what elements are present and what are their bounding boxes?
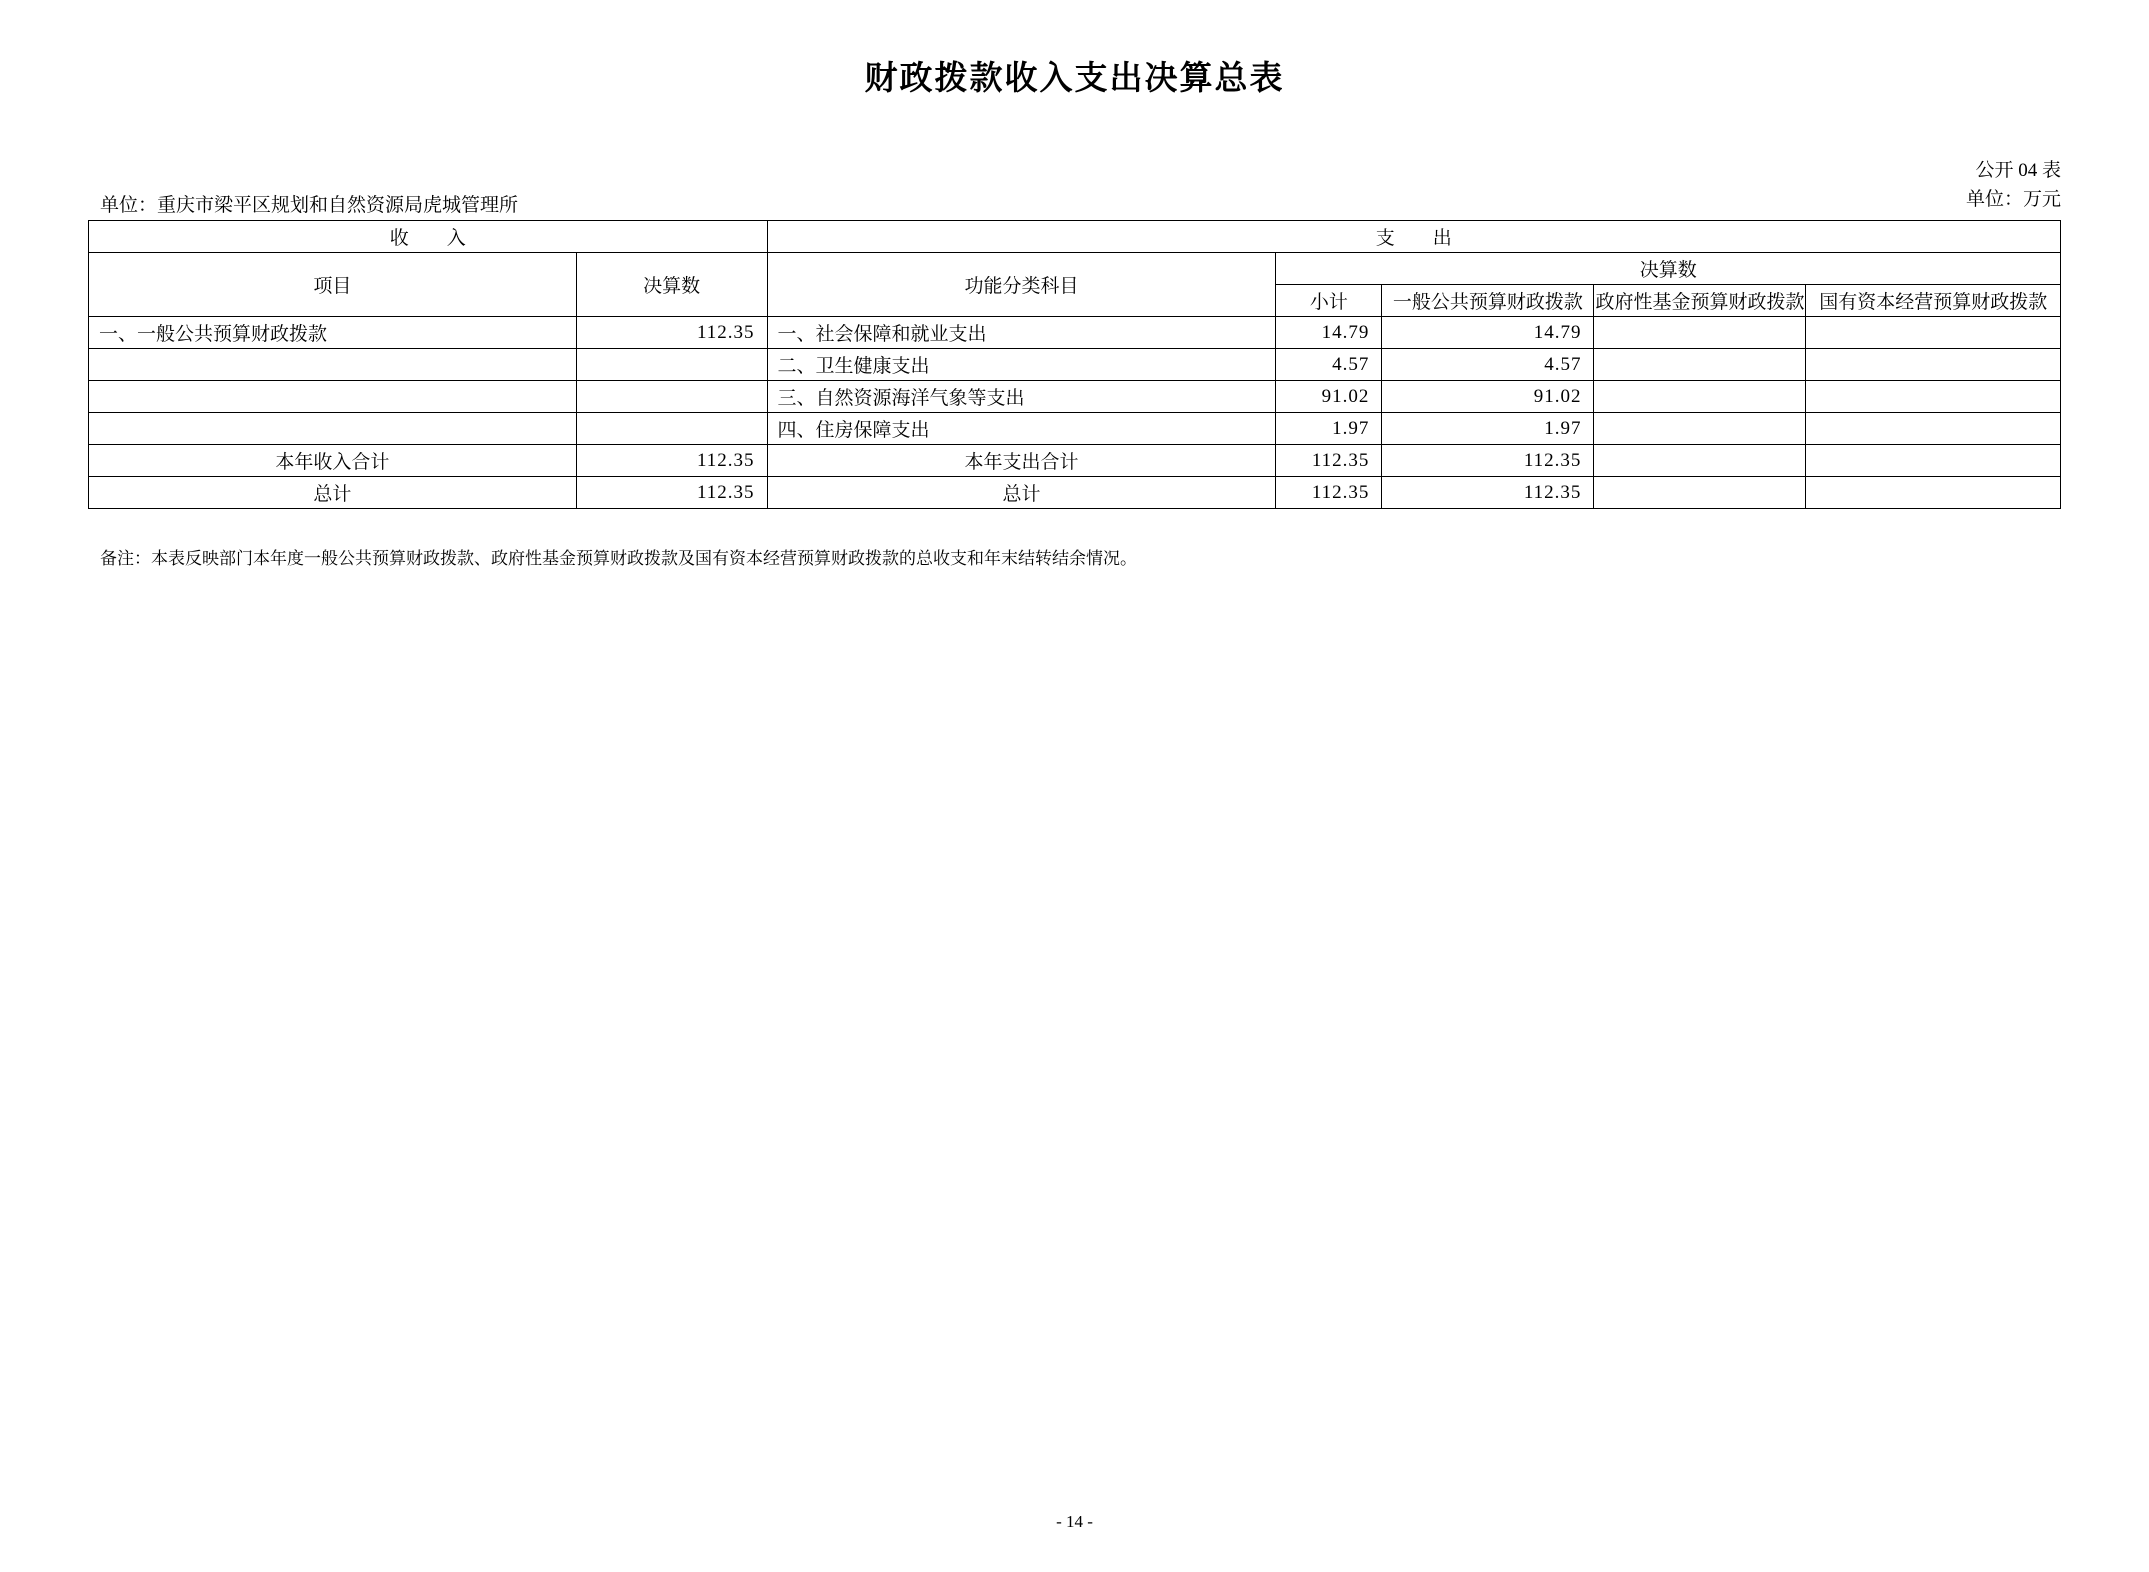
header-decision-total: 决算数: [1276, 253, 2061, 285]
cell-income-total-label: 本年收入合计: [89, 445, 577, 477]
table-group-header-row: [89, 221, 2061, 253]
cell-general-public: 91.02: [1382, 381, 1594, 413]
cell-expense-total-label: 本年支出合计: [767, 445, 1276, 477]
header-income-amount: 决算数: [576, 253, 767, 317]
cell-subtotal: 4.57: [1276, 349, 1382, 381]
table-summary-row: [89, 445, 2061, 477]
cell-income-amount: [576, 349, 767, 381]
cell-state-capital: [1806, 413, 2061, 445]
cell-gov-fund: [1594, 349, 1806, 381]
cell-expense-item: 四、住房保障支出: [767, 413, 1276, 445]
cell-general-public-grand: 112.35: [1382, 477, 1594, 509]
header-general-public: 一般公共预算财政拨款: [1382, 285, 1594, 317]
cell-subtotal: 14.79: [1276, 317, 1382, 349]
cell-gov-fund-grand: [1594, 477, 1806, 509]
group-header-income: 收 入: [89, 221, 768, 253]
cell-subtotal-total: 112.35: [1276, 445, 1382, 477]
cell-gov-fund: [1594, 413, 1806, 445]
cell-income-grand-amount: 112.35: [576, 477, 767, 509]
header-gov-fund: 政府性基金预算财政拨款: [1594, 285, 1806, 317]
cell-income-item: [89, 349, 577, 381]
cell-subtotal-grand: 112.35: [1276, 477, 1382, 509]
cell-general-public: 1.97: [1382, 413, 1594, 445]
cell-income-item: [89, 381, 577, 413]
table-row: [89, 413, 2061, 445]
cell-state-capital: [1806, 381, 2061, 413]
cell-expense-item: 一、社会保障和就业支出: [767, 317, 1276, 349]
cell-gov-fund: [1594, 381, 1806, 413]
cell-state-capital-total: [1806, 445, 2061, 477]
currency-unit: 单位：万元: [1965, 188, 2061, 210]
cell-state-capital: [1806, 317, 2061, 349]
group-header-expense: 支 出: [767, 221, 2060, 253]
form-number: 公开 04 表: [1975, 160, 2061, 181]
cell-expense-item: 三、自然资源海洋气象等支出: [767, 381, 1276, 413]
document-page: [0, 52, 2149, 1572]
header-state-capital: 国有资本经营预算财政拨款: [1806, 285, 2061, 317]
cell-income-amount: 112.35: [576, 317, 767, 349]
page-title: 财政拨款收入支出决算总表: [864, 58, 1285, 97]
cell-income-grand-label: 总计: [89, 477, 577, 509]
table-row: [89, 317, 2061, 349]
table-row: [89, 381, 2061, 413]
organization-label: 单位：重庆市梁平区规划和自然资源局虎城管理所: [100, 195, 519, 216]
cell-income-item: 一、一般公共预算财政拨款: [89, 317, 577, 349]
cell-general-public: 4.57: [1382, 349, 1594, 381]
cell-general-public: 14.79: [1382, 317, 1594, 349]
header-income-item: 项目: [89, 253, 577, 317]
cell-income-amount: [576, 381, 767, 413]
cell-subtotal: 1.97: [1276, 413, 1382, 445]
table-grand-total-row: [89, 477, 2061, 509]
form-meta: [1966, 157, 2061, 214]
header-subtotal: 小计: [1276, 285, 1382, 317]
cell-general-public-total: 112.35: [1382, 445, 1594, 477]
table-note: 备注：本表反映部门本年度一般公共预算财政拨款、政府性基金预算财政拨款及国有资本经营预算财政拨款的总收支和年末结转结余情况。: [100, 549, 1137, 568]
cell-state-capital: [1806, 349, 2061, 381]
cell-subtotal: 91.02: [1276, 381, 1382, 413]
cell-income-total-amount: 112.35: [576, 445, 767, 477]
cell-gov-fund: [1594, 317, 1806, 349]
table-subheader-row: [89, 253, 2061, 285]
cell-gov-fund-total: [1594, 445, 1806, 477]
budget-table: [88, 220, 2061, 509]
cell-income-amount: [576, 413, 767, 445]
cell-income-item: [89, 413, 577, 445]
table-row: [89, 349, 2061, 381]
cell-state-capital-grand: [1806, 477, 2061, 509]
cell-expense-grand-label: 总计: [767, 477, 1276, 509]
header-expense-item: 功能分类科目: [767, 253, 1276, 317]
cell-expense-item: 二、卫生健康支出: [767, 349, 1276, 381]
page-number: - 14 -: [1056, 1512, 1093, 1531]
